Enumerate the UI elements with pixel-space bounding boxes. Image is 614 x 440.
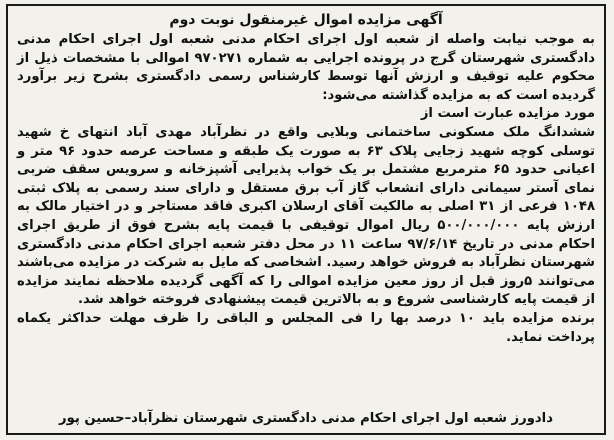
payment-terms: برنده مزایده باید ۱۰ درصد بها را فی المجلس و الباقی را ظرف مهلت حداکثر یکماه پرداخت نماید. bbox=[17, 310, 596, 345]
auction-notice-box bbox=[6, 4, 606, 435]
subject-heading: مورد مزایده عبارت است از bbox=[420, 106, 595, 122]
notice-intro: به موجب نیابت واصله از شعبه اول اجرای احکام مدنی شعبه اول اجرای احکام مدنی دادگستری شهرستان گرج در پرونده اجرایی به شماره ۹۷۰۲۷۱ اموالی با مشخصات ذیل از محکوم علیه توقیف و ارزش آنها توسط کارشناس رسمی دادگستری بشرح زیر برآورد گردیده است که به مزایده گذاشته می‌شود: bbox=[17, 32, 595, 103]
property-description: ششدانگ ملک مسکونی ساختمانی وبلایی واقع در نظرآباد مهدی آباد انتهای خ شهید توسلی کوچه شهید زجایی پلاک ۶۳ به صورت یک طبقه و مساحت عرصه حدود ۹۶ متر و اعیانی حدود ۶۵ مترمربع مشتمل بر یک خواب پذیرایی آشپزخانه و سرویس سقف ضربی نمای آستر سیمانی دارای انشعاب گاز آب برق مستقل و دارای سند رسمی به پلاک ثبتی ۱۰۴۸ فرعی از ۳۱ اصلی به مالکیت آقای ارسلان اکبری فاقد مستاجر و در اختیار مالک به ارزش پایه ۵۰۰/۰۰۰/۰۰۰ ریال اموال توقیفی با قیمت پایه بشرح فوق از طریق اجرای احکام مدنی در تاریخ ۹۷/۶/۱۴ ساعت ۱۱ در محل دفتر شعبه اجرای احکام مدنی دادگستری شهرستان نظرآباد به فروش خواهد رسید. اشخاصی که مایل به شرکت در مزایده می‌باشند می‌توانند ۵روز قبل از روز معین مزایده اموالی را که آگهی گردیده ملاحظه نمایند مزایده از قیمت پایه کارشناسی شروع و به بالاترین قیمت پیشنهادی فروخته خواهد شد. bbox=[17, 124, 596, 308]
notice-title: آگهی مزایده اموال غیرمنقول نوبت دوم bbox=[169, 12, 443, 28]
signature-line: دادورز شعبه اول اجرای احکام مدنی دادگستری شهرستان نظرآباد–حسین پور bbox=[59, 411, 553, 426]
